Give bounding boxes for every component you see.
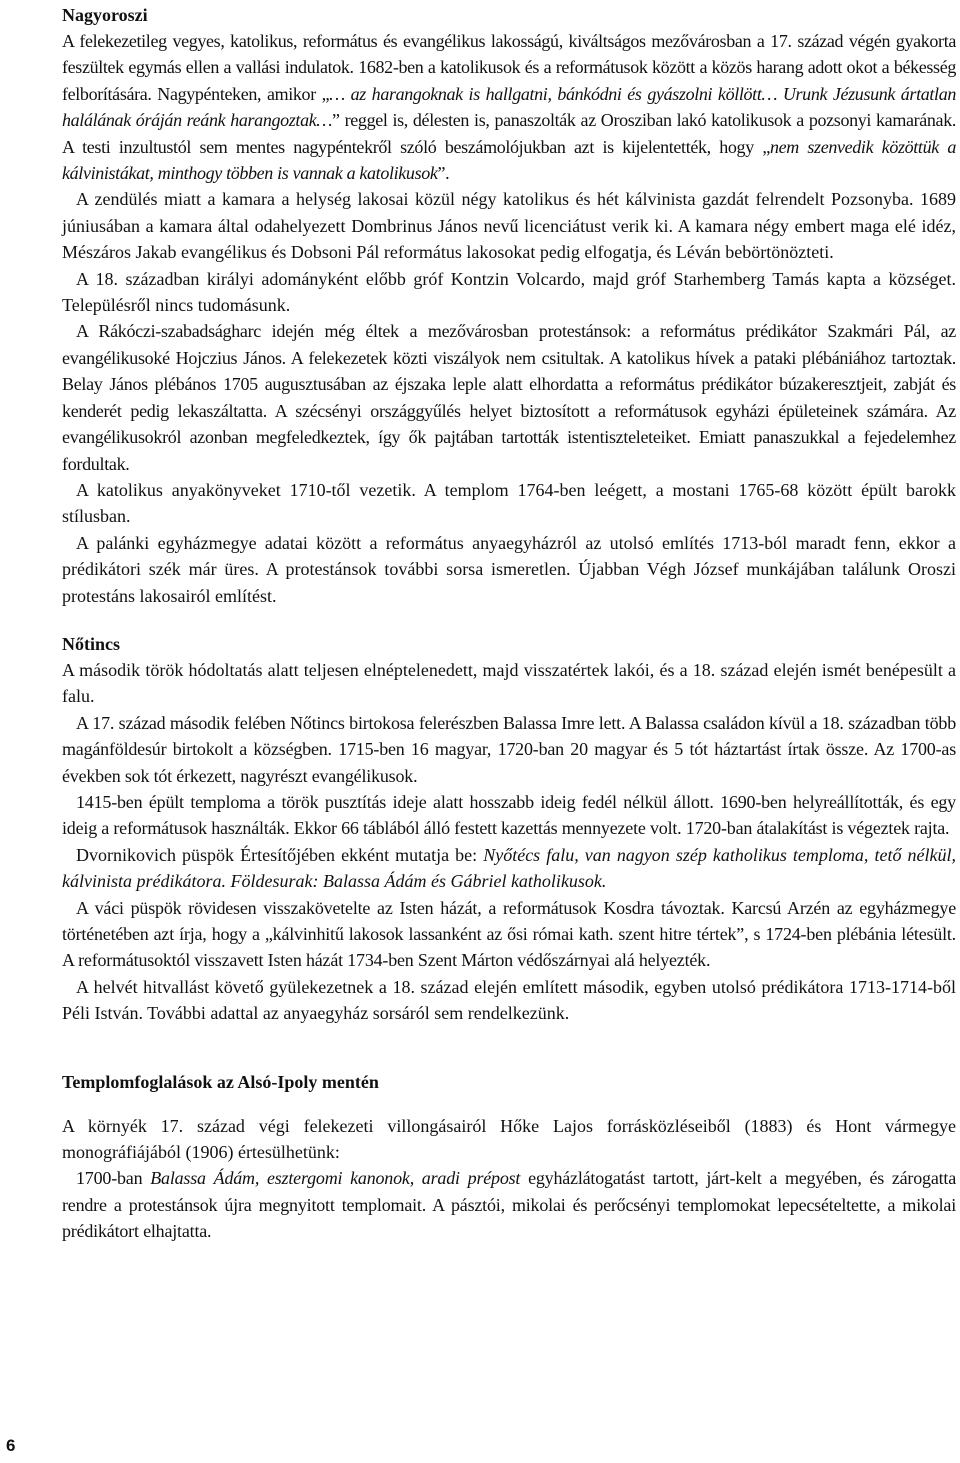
text-run: A második török hódoltatás alatt teljesen elnéptelenedett, majd visszatértek lakói, és a 18. század elején ismét benépesült a falu. (62, 659, 956, 707)
italic-quote: Balassa Ádám, esztergomi kanonok, aradi prépost (150, 1168, 521, 1189)
text-run: ” reggel is, délesten is, panaszolták az Orosziban lakó katolikusok a pozsonyi kamarának. A testi inzultustól sem mentes nagypéntekről szóló beszámolójukban azt is kijelentették, hogy „ (62, 110, 956, 157)
paragraph (62, 895, 956, 974)
paragraph (62, 1165, 956, 1244)
text-run: 1415-ben épült temploma a török pusztítás ideje alatt hosszabb ideig fedél nélkül állott. 1690-ben helyreállították, és egy ideig a reformátusok használták. Ekkor 66 táblából álló festett kazettás mennyezete volt. 1720-ban átalakítást is végeztek rajta. (62, 791, 956, 839)
text-run: A zendülés miatt a kamara a helység lakosai közül négy katolikus és hét kálvinista gazdát felrendelt Pozsonyba. 1689 júniusában a kamara által odahelyezett Dombrinus János nevű licenciátust verik ki. A kamara négy embert maga elé idéz, Mészáros Jakab evangélikus és Dobsoni Pál református lakosokat pedig elfogatja, és Léván bebörtönözteti. (62, 189, 956, 263)
document-page (62, 0, 956, 1245)
paragraph (62, 789, 956, 842)
paragraph (62, 266, 956, 319)
paragraph (62, 318, 956, 476)
text-run: ”. (437, 163, 450, 184)
section-title-nagyoroszi: Nagyoroszi (62, 5, 148, 25)
text-run: Dvornikovich püspök Értesítőjében ekként mutatja be: (76, 844, 484, 865)
italic-quote: … az harangoknak is hallgatni, bánkódni és gyászolni köllött… Urunk Jézusunk ártatlan halálának óráján reánk harangoztak… (62, 83, 956, 131)
paragraph (62, 842, 956, 895)
text-run: A váci püspök rövidesen visszakövetelte az Isten házát, a reformátusok Kosdra távoztak. Karcsú Arzén az egyházmegye történetében azt írja, hogy a „kálvinhitű lakosok lassanként az ősi római kath. szent hitre tértek”, s 1724-ben plébánia létesült. A reformátusoktól visszavett Isten házát 1734-ben Szent Márton védőszárnyai alá helyezték. (62, 897, 956, 971)
text-run: A katolikus anyakönyveket 1710-től vezetik. A templom 1764-ben leégett, a mostani 1765-68 között épült barokk stílusban. (62, 479, 956, 527)
paragraph (62, 657, 956, 710)
text-run: A palánki egyházmegye adatai között a református anyaegyházról az utolsó említés 1713-ból maradt fenn, ekkor a prédikátori szék már üres. A protestánsok további sorsa ismeretlen. Újabban Végh József munkájában találunk Oroszi protestáns lakosairól említést. (62, 532, 956, 606)
paragraph (62, 186, 956, 265)
text-run: egyházlátogatást tartott, járt-kelt a megyében, és zárogatta rendre a protestánsok újra megnyitott templomait. A pásztói, mikolai és perőcsényi templomokat lepecsételtette, a mikolai prédikátort elhajtatta. (62, 1168, 957, 1242)
text-run: A 18. században királyi adományként előbb gróf Kontzin Volcardo, majd gróf Starhemberg Tamás kapta a községet. Településről nincs tudomásunk. (62, 268, 956, 316)
paragraph (62, 710, 956, 789)
section-title-templomfoglalasok: Templomfoglalások az Alsó-Ipoly mentén (62, 1071, 379, 1092)
italic-quote: Nyőtécs falu, van nagyon szép katholikus temploma, tető nélkül, kálvinista prédikátora. Földesurak: Balassa Ádám és Gábriel katholikusok. (62, 844, 956, 892)
text-run: A 17. század második felében Nőtincs birtokosa felerészben Balassa Imre lett. A Balassa családon kívül a 18. században több magánföldesúr birtokolt a községben. 1715-ben 16 magyar, 1720-ban 20 magyar és 5 tót háztartást írtak össze. Az 1700-as években sok tót érkezett, nagyrészt evangélikusok. (62, 712, 956, 786)
text-run: A környék 17. század végi felekezeti villongásairól Hőke Lajos forrásközléseiből (1883) és Hont vármegye monográfiájából (1906) értesülhetünk: (62, 1115, 956, 1163)
paragraph (62, 974, 956, 1027)
page-number: 6 (6, 1436, 16, 1455)
text-run: A felekezetileg vegyes, katolikus, református és evangélikus lakosságú, kiváltságos mezővárosban a 17. század végén gyakorta feszültek egymás ellen a vallási indulatok. 1682-ben a katolikusok és a reformátusok között a közös harang adott okot a békesség felborítására. Nagypénteken, amikor „ (62, 31, 956, 104)
text-run: 1700-ban (76, 1168, 151, 1189)
paragraph (62, 1113, 956, 1166)
text-run: A helvét hitvallást követő gyülekezetnek a 18. század elején említett második, egyben utolsó prédikátora 1713-1714-ből Péli István. További adattal az anyaegyház sorsáról sem rendelkezünk. (62, 976, 956, 1024)
text-run: A Rákóczi-szabadságharc idején még éltek a mezővárosban protestánsok: a református prédikátor Szakmári Pál, az evangélikusoké Hojczius János. A felekezetek közti viszályok nem csitultak. A katolikus hívek a pataki plébániához tartoztak. Belay János plébános 1705 augusztusában az éjszaka leple alatt elhordatta a református prédikátor búzakeresztjeit, zabját és kenderét pedig lekaszáltatta. A szécsényi országgyűlés helyet biztosított a reformátusok egyházi épületeinek számára. Az evangélikusokról azonban megfeledkeztek, így ők pajtában tartották istentiszteleteiket. Emiatt panaszukkal a fejedelemhez fordultak. (62, 321, 956, 474)
section-title-notincs: Nőtincs (62, 633, 120, 654)
paragraph (62, 28, 956, 186)
paragraph (62, 477, 956, 530)
italic-quote: nem szenvedik közöttük a kálvinistákat, minthogy többen is vannak a katolikusok (62, 136, 956, 184)
paragraph (62, 530, 956, 609)
